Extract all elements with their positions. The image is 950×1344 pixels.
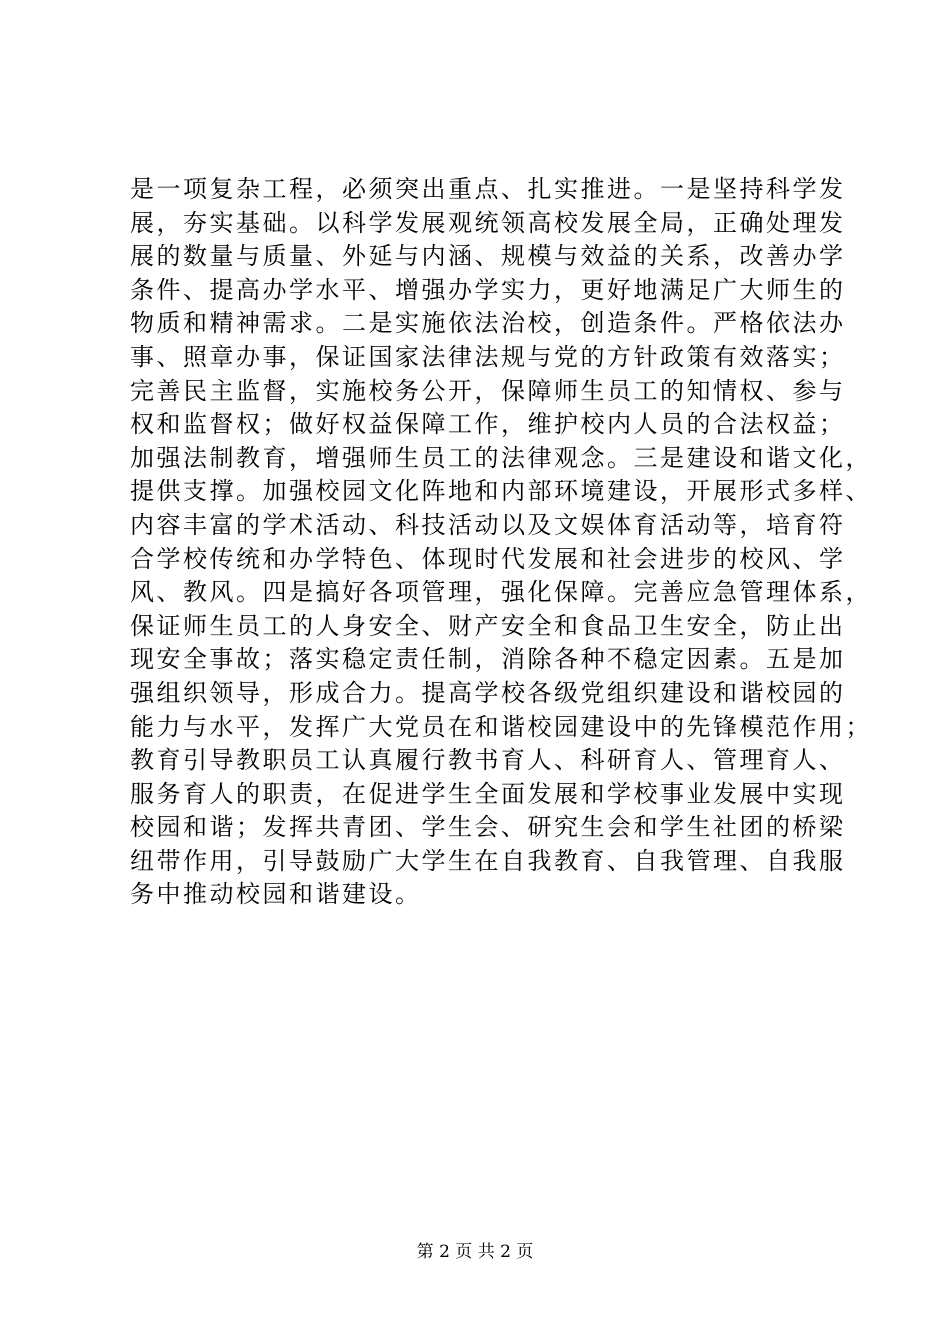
text-line: 展的数量与质量、外延与内涵、规模与效益的关系，改善办学	[130, 242, 846, 271]
text-line: 内容丰富的学术活动、科技活动以及文娱体育活动等，培育符	[130, 510, 846, 539]
text-line: 事、照章办事，保证国家法律法规与党的方针政策有效落实；	[130, 342, 846, 371]
text-line: 是一项复杂工程，必须突出重点、扎实推进。一是坚持科学发	[130, 175, 846, 203]
text-line: 物质和精神需求。二是实施依法治校，创造条件。严格依法办	[130, 309, 846, 338]
text-line: 展，夯实基础。以科学发展观统领高校发展全局，正确处理发	[130, 208, 846, 237]
text-line: 强组织领导，形成合力。提高学校各级党组织建设和谐校园的	[130, 678, 846, 707]
text-line: 服务育人的职责，在促进学生全面发展和学校事业发展中实现	[130, 779, 846, 808]
text-line: 加强法制教育，增强师生员工的法律观念。三是建设和谐文化，	[130, 443, 872, 472]
text-line: 保证师生员工的人身安全、财产安全和食品卫生安全，防止出	[130, 611, 846, 640]
text-line: 校园和谐；发挥共青团、学生会、研究生会和学生社团的桥梁	[130, 813, 846, 842]
text-line: 现安全事故；落实稳定责任制，消除各种不稳定因素。五是加	[130, 645, 846, 674]
text-line: 教育引导教职员工认真履行教书育人、科研育人、管理育人、	[130, 746, 846, 775]
text-line: 纽带作用，引导鼓励广大学生在自我教育、自我管理、自我服	[130, 846, 846, 875]
body-paragraph	[130, 173, 872, 912]
text-line: 能力与水平，发挥广大党员在和谐校园建设中的先锋模范作用；	[130, 712, 872, 741]
text-line: 务中推动校园和谐建设。	[130, 880, 422, 909]
page-footer: 第 2 页 共 2 页	[416, 1242, 534, 1262]
text-line: 完善民主监督，实施校务公开，保障师生员工的知情权、参与	[130, 376, 846, 405]
text-line: 合学校传统和办学特色、体现时代发展和社会进步的校风、学	[130, 544, 846, 573]
text-line: 风、教风。四是搞好各项管理，强化保障。完善应急管理体系，	[130, 578, 872, 607]
text-line: 提供支撑。加强校园文化阵地和内部环境建设，开展形式多样、	[130, 477, 872, 506]
text-line: 权和监督权；做好权益保障工作，维护校内人员的合法权益；	[130, 410, 846, 439]
text-line: 条件、提高办学水平、增强办学实力，更好地满足广大师生的	[130, 275, 846, 304]
